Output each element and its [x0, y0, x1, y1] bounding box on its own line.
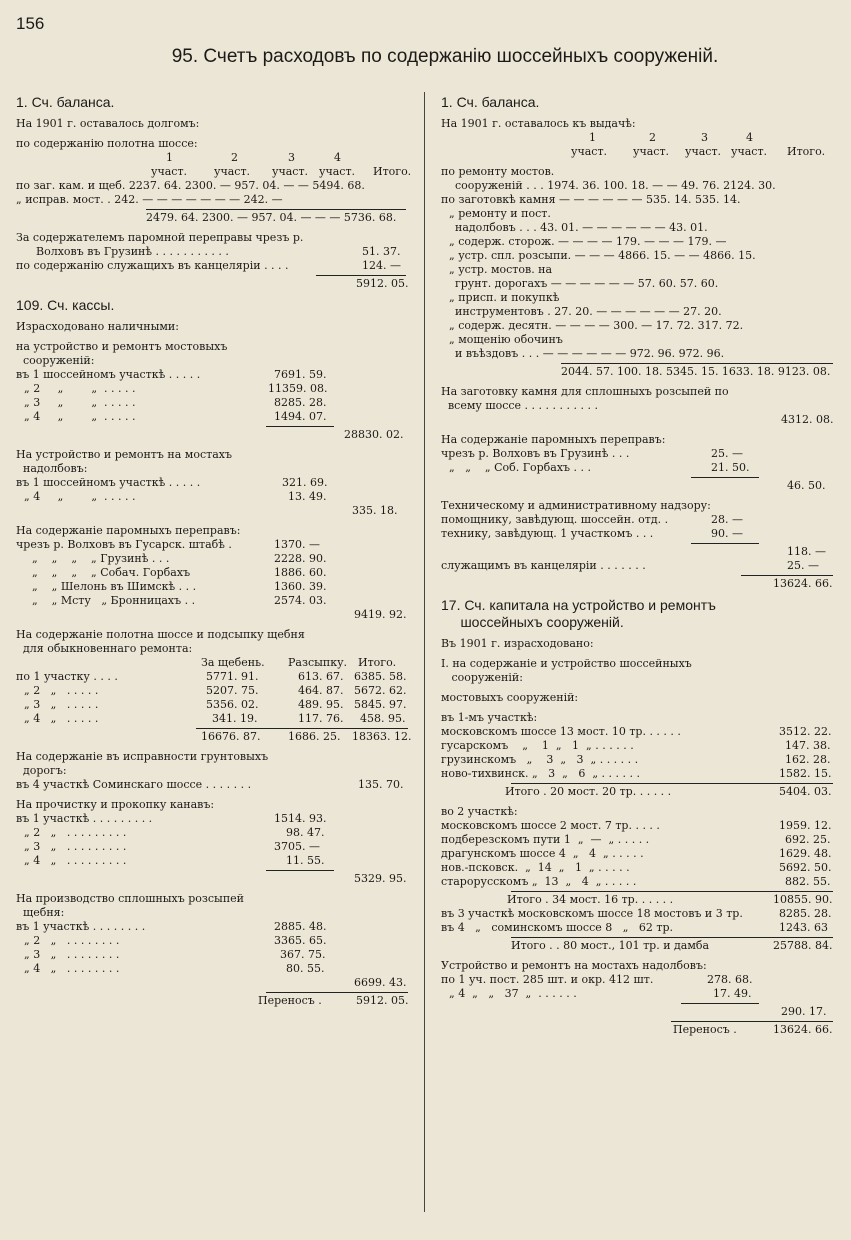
- text-line: На содержаніе въ исправности грунтовыхъ дорогъ:: [16, 750, 269, 777]
- ledger-cell: Разсыпку.: [288, 656, 348, 669]
- text-line: На 1901 г. оставалось долгомъ:: [16, 117, 200, 130]
- ledger-cell: 135. 70.: [358, 778, 404, 791]
- ledger-cell: 5404. 03.: [779, 785, 832, 798]
- text-line: Техническому и административному надзору:: [441, 499, 711, 512]
- text-line: на устройство и ремонтъ мостовыхъ сооруженій:: [16, 340, 228, 367]
- sum-rule: [316, 275, 406, 276]
- text-line: Въ 1901 г. израсходовано:: [441, 637, 594, 650]
- ledger-cell: 25. —: [711, 447, 743, 460]
- ledger-cell: старорусскомъ „ 13 „ 4 „ . . . . .: [441, 875, 637, 888]
- ledger-cell: драгунскомъ шоссе 4 „ 4 „ . . . . .: [441, 847, 644, 860]
- ledger-row: [16, 670, 408, 684]
- ledger-cell: 9419. 92.: [354, 608, 407, 621]
- ledger-cell: 613. 67.: [298, 670, 344, 683]
- sum-rule: [266, 426, 334, 427]
- ledger-cell: грунт. дорогахъ — — — — — — 57. 60. 57. 60.: [455, 277, 719, 290]
- ledger-cell: 124. —: [362, 259, 401, 272]
- ledger-row: [16, 594, 408, 608]
- ledger-cell: За щебень.: [201, 656, 265, 669]
- ledger-cell: Переносъ .: [673, 1023, 737, 1036]
- ledger-cell: 1494. 07.: [274, 410, 327, 423]
- ledger-cell: участ.: [272, 165, 309, 178]
- ledger-cell: участ.: [151, 165, 188, 178]
- ledger-cell: 3365. 65.: [274, 934, 327, 947]
- sum-rule: [511, 937, 833, 938]
- ledger-cell: 882. 55.: [785, 875, 831, 888]
- text-line: по ремонту мостов.: [441, 165, 555, 178]
- ledger-row: [441, 921, 833, 935]
- ledger-row: [16, 259, 408, 273]
- text-line: На содержаніе полотна шоссе и подсыпку щебня для обыкновеннаго ремонта:: [16, 628, 305, 655]
- ledger-row: [16, 656, 408, 670]
- ledger-cell: „ 2 „ . . . . .: [24, 684, 99, 697]
- ledger-cell: участ.: [731, 145, 768, 158]
- ledger-cell: 11. 55.: [286, 854, 325, 867]
- ledger-row: [16, 504, 408, 518]
- ledger-cell: 28. —: [711, 513, 743, 526]
- ledger-row: [441, 987, 833, 1001]
- ledger-cell: „ устр. мостов. на: [449, 263, 553, 276]
- ledger-cell: 1: [166, 151, 173, 164]
- ledger-cell: 3: [701, 131, 708, 144]
- ledger-row: [441, 263, 833, 277]
- ledger-cell: 4: [746, 131, 753, 144]
- sum-rule: [511, 891, 833, 892]
- ledger-cell: нов.-псковск. „ 14 „ 1 „ . . . . .: [441, 861, 630, 874]
- ledger-cell: 98. 47.: [286, 826, 325, 839]
- page-title: 95. Счетъ расходовъ по содержанію шоссейныхъ сооруженій.: [171, 46, 719, 67]
- text-line: во 2 участкѣ:: [441, 805, 518, 818]
- sum-rule: [561, 363, 833, 364]
- ledger-row: [16, 934, 408, 948]
- ledger-cell: 1370. —: [274, 538, 320, 551]
- text-line: На устройство и ремонтъ на мостахъ надолбовъ:: [16, 448, 232, 475]
- ledger-row: [16, 368, 408, 382]
- ledger-row: [16, 179, 408, 193]
- ledger-cell: 80. 55.: [286, 962, 325, 975]
- ledger-cell: 21. 50.: [711, 461, 750, 474]
- ledger-row: [16, 962, 408, 976]
- ledger-row: [16, 854, 408, 868]
- ledger-row: [16, 382, 408, 396]
- ledger-cell: „ 4 „ . . . . .: [24, 712, 99, 725]
- ledger-cell: 5356. 02.: [206, 698, 259, 711]
- right-column: [441, 88, 833, 1037]
- section-heading: 17. Сч. капитала на устройство и ремонтъ шоссейныхъ сооруженій.: [441, 597, 716, 630]
- ledger-cell: 6385. 58.: [354, 670, 407, 683]
- ledger-cell: по 1 уч. пост. 285 шт. и окр. 412 шт.: [441, 973, 654, 986]
- sum-rule: [266, 870, 334, 871]
- ledger-row: [441, 907, 833, 921]
- ledger-row: [441, 319, 833, 333]
- ledger-cell: „ содерж. сторож. — — — — 179. — — — 179. —: [449, 235, 727, 248]
- ledger-cell: по заг. кам. и щеб. 2237. 64. 2300. — 957. 04. — — 5494. 68.: [16, 179, 365, 192]
- ledger-row: [441, 461, 833, 475]
- ledger-cell: „ „ Шелонь въ Шимскѣ . . .: [32, 580, 197, 593]
- ledger-cell: 2: [231, 151, 238, 164]
- ledger-row: [441, 819, 833, 833]
- ledger-row: [16, 994, 408, 1008]
- ledger-row: [16, 948, 408, 962]
- ledger-cell: по заготовкѣ камня — — — — — — 535. 14. 535. 14.: [441, 193, 741, 206]
- ledger-row: [441, 249, 833, 263]
- ledger-cell: 4: [334, 151, 341, 164]
- ledger-row: [441, 847, 833, 861]
- ledger-row: [441, 875, 833, 889]
- page-number: 156: [16, 14, 45, 33]
- text-line: I. на содержаніе и устройство шоссейныхъ сооруженій:: [441, 657, 692, 684]
- column-divider: [424, 92, 425, 1212]
- ledger-row: [16, 396, 408, 410]
- ledger-row: [441, 221, 833, 235]
- ledger-cell: московскомъ шоссе 13 мост. 10 тр. . . . . .: [441, 725, 681, 738]
- section-heading: 109. Сч. кассы.: [16, 297, 115, 313]
- sum-rule: [266, 992, 408, 993]
- text-line: За содержателемъ паромной переправы чрезъ р.: [16, 231, 304, 244]
- ledger-cell: 692. 25.: [785, 833, 831, 846]
- ledger-row: [16, 538, 408, 552]
- ledger-cell: Итого . . 80 мост., 101 тр. и дамба: [511, 939, 710, 952]
- ledger-row: [441, 785, 833, 799]
- ledger-row: [16, 698, 408, 712]
- ledger-cell: участ.: [214, 165, 251, 178]
- ledger-row: [16, 490, 408, 504]
- ledger-cell: въ 1 шоссейномъ участкѣ . . . . .: [16, 368, 201, 381]
- ledger-row: [16, 151, 408, 165]
- ledger-cell: 13. 49.: [288, 490, 327, 503]
- ledger-cell: 25. —: [787, 559, 819, 572]
- ledger-row: [441, 131, 833, 145]
- ledger-cell: Итого . 20 мост. 20 тр. . . . . .: [505, 785, 672, 798]
- text-line: по содержанію полотна шоссе:: [16, 137, 198, 150]
- ledger-row: [441, 447, 833, 461]
- ledger-cell: „ „ „ Соб. Горбахъ . . .: [449, 461, 592, 474]
- ledger-row: [16, 476, 408, 490]
- ledger-row: [16, 684, 408, 698]
- ledger-cell: въ 1 участкѣ . . . . . . . .: [16, 920, 146, 933]
- ledger-cell: 2479. 64. 2300. — 957. 04. — — — 5736. 68.: [146, 211, 397, 224]
- ledger-row: [441, 413, 833, 427]
- ledger-row: [441, 939, 833, 953]
- ledger-cell: технику, завѣдующ. 1 участкомъ . . .: [441, 527, 654, 540]
- ledger-cell: 2228. 90.: [274, 552, 327, 565]
- ledger-cell: 2: [649, 131, 656, 144]
- ledger-cell: въ 4 „ соминскомъ шоссе 8 „ 62 тр.: [441, 921, 674, 934]
- ledger-cell: участ.: [319, 165, 356, 178]
- ledger-cell: въ 4 участкѣ Соминскаго шоссе . . . . . . .: [16, 778, 252, 791]
- ledger-row: [16, 920, 408, 934]
- ledger-cell: „ 2 „ . . . . . . . . .: [24, 826, 127, 839]
- text-line: На прочистку и прокопку канавъ:: [16, 798, 215, 811]
- left-column: [16, 88, 412, 1008]
- ledger-cell: въ 3 участкѣ московскомъ шоссе 18 мостовъ и 3 тр.: [441, 907, 743, 920]
- ledger-cell: московскомъ шоссе 2 мост. 7 тр. . . . .: [441, 819, 660, 832]
- ledger-cell: 5845. 97.: [354, 698, 407, 711]
- ledger-row: [441, 545, 833, 559]
- ledger-row: [16, 410, 408, 424]
- ledger-cell: Волховъ въ Грузинѣ . . . . . . . . . . .: [36, 245, 229, 258]
- ledger-row: [16, 277, 408, 291]
- ledger-cell: „ 4 „ „ 37 „ . . . . . .: [449, 987, 577, 1000]
- text-line: въ 1-мъ участкѣ:: [441, 711, 538, 724]
- ledger-cell: „ содерж. десятн. — — — — 300. — 17. 72. 317. 72.: [449, 319, 744, 332]
- ledger-row: [16, 428, 408, 442]
- ledger-cell: „ 4 „ „ . . . . .: [24, 410, 136, 423]
- ledger-row: [441, 1005, 833, 1019]
- ledger-cell: по 1 участку . . . .: [16, 670, 118, 683]
- ledger-cell: 2885. 48.: [274, 920, 327, 933]
- ledger-cell: 290. 17.: [781, 1005, 827, 1018]
- ledger-cell: 5692. 50.: [779, 861, 832, 874]
- ledger-cell: 51. 37.: [362, 245, 401, 258]
- ledger-cell: по содержанію служащихъ въ канцеляріи . . . .: [16, 259, 289, 272]
- ledger-cell: 25788. 84.: [773, 939, 833, 952]
- ledger-cell: 367. 75.: [280, 948, 326, 961]
- ledger-cell: 18363. 12.: [352, 730, 412, 743]
- ledger-cell: „ устр. спл. розсыпи. — — — 4866. 15. — — 4866. 15.: [449, 249, 756, 262]
- ledger-cell: 3: [288, 151, 295, 164]
- text-line: На 1901 г. оставалось къ выдачѣ:: [441, 117, 636, 130]
- ledger-row: [441, 725, 833, 739]
- ledger-cell: участ.: [571, 145, 608, 158]
- ledger-cell: Переносъ .: [258, 994, 322, 1007]
- ledger-row: [441, 893, 833, 907]
- ledger-cell: служащимъ въ канцеляріи . . . . . . .: [441, 559, 646, 572]
- ledger-cell: „ мощенію обочинъ: [449, 333, 563, 346]
- ledger-cell: 4312. 08.: [781, 413, 834, 426]
- ledger-cell: 278. 68.: [707, 973, 753, 986]
- ledger-row: [16, 872, 408, 886]
- ledger-cell: 341. 19.: [212, 712, 258, 725]
- ledger-cell: Итого.: [373, 165, 412, 178]
- ledger-cell: 321. 69.: [282, 476, 328, 489]
- ledger-cell: участ.: [633, 145, 670, 158]
- ledger-cell: 5672. 62.: [354, 684, 407, 697]
- ledger-row: [441, 739, 833, 753]
- text-line: На содержаніе паромныхъ переправъ:: [441, 433, 666, 446]
- text-line: мостовыхъ сооруженій:: [441, 691, 579, 704]
- ledger-cell: 5771. 91.: [206, 670, 259, 683]
- ledger-cell: 1360. 39.: [274, 580, 327, 593]
- sum-rule: [741, 575, 833, 576]
- ledger-cell: „ „ „ „ Грузинѣ . . .: [32, 552, 170, 565]
- ledger-cell: 2574. 03.: [274, 594, 327, 607]
- ledger-cell: 5329. 95.: [354, 872, 407, 885]
- ledger-cell: 118. —: [787, 545, 826, 558]
- ledger-cell: „ „ „ „ Собач. Горбахъ: [32, 566, 191, 579]
- ledger-cell: „ 3 „ . . . . . . . . .: [24, 840, 127, 853]
- ledger-cell: Итого.: [358, 656, 397, 669]
- ledger-cell: „ 4 „ . . . . . . . .: [24, 962, 120, 975]
- ledger-cell: въ 1 шоссейномъ участкѣ . . . . .: [16, 476, 201, 489]
- ledger-row: [441, 333, 833, 347]
- ledger-row: [441, 527, 833, 541]
- ledger-cell: „ ремонту и пост.: [449, 207, 551, 220]
- ledger-row: [441, 479, 833, 493]
- ledger-row: [16, 812, 408, 826]
- text-line: На производство сплошныхъ розсыпей щебня:: [16, 892, 244, 919]
- ledger-row: [441, 347, 833, 361]
- ledger-cell: подберезскомъ пути 1 „ — „ . . . . .: [441, 833, 650, 846]
- ledger-row: [441, 753, 833, 767]
- ledger-row: [441, 513, 833, 527]
- ledger-cell: 117. 76.: [298, 712, 344, 725]
- ledger-row: [441, 193, 833, 207]
- ledger-row: [16, 712, 408, 726]
- ledger-cell: Итого . 34 мост. 16 тр. . . . . .: [507, 893, 674, 906]
- ledger-row: [441, 973, 833, 987]
- sum-rule: [681, 1003, 759, 1004]
- ledger-cell: 1514. 93.: [274, 812, 327, 825]
- ledger-cell: чрезъ р. Волховъ въ Гусарск. штабѣ .: [16, 538, 232, 551]
- ledger-row: [441, 577, 833, 591]
- ledger-cell: 162. 28.: [785, 753, 831, 766]
- ledger-cell: „ „ Мсту „ Бронницахъ . .: [32, 594, 196, 607]
- ledger-cell: 8285. 28.: [779, 907, 832, 920]
- ledger-cell: грузинскомъ „ 3 „ 3 „ . . . . . .: [441, 753, 639, 766]
- ledger-cell: 3705. —: [274, 840, 320, 853]
- ledger-row: [441, 145, 833, 159]
- ledger-cell: 28830. 02.: [344, 428, 404, 441]
- sum-rule: [691, 477, 759, 478]
- ledger-cell: 13624. 66.: [773, 577, 833, 590]
- ledger-cell: чрезъ р. Волховъ въ Грузинѣ . . .: [441, 447, 630, 460]
- ledger-cell: участ.: [685, 145, 722, 158]
- ledger-cell: 464. 87.: [298, 684, 344, 697]
- ledger-cell: 147. 38.: [785, 739, 831, 752]
- ledger-row: [16, 976, 408, 990]
- ledger-cell: 5912. 05.: [356, 994, 409, 1007]
- ledger-cell: 1959. 12.: [779, 819, 832, 832]
- ledger-row: [16, 608, 408, 622]
- ledger-row: [16, 552, 408, 566]
- ledger-row: [441, 235, 833, 249]
- ledger-cell: 11359. 08.: [268, 382, 328, 395]
- ledger-cell: 1629. 48.: [779, 847, 832, 860]
- ledger-cell: 6699. 43.: [354, 976, 407, 989]
- ledger-row: [16, 211, 408, 225]
- ledger-cell: „ 4 „ . . . . . . . . .: [24, 854, 127, 867]
- ledger-cell: 335. 18.: [352, 504, 398, 517]
- ledger-cell: 1: [589, 131, 596, 144]
- ledger-row: [16, 826, 408, 840]
- section-heading: 1. Сч. баланса.: [441, 94, 540, 110]
- ledger-cell: помощнику, завѣдующ. шоссейн. отд. .: [441, 513, 669, 526]
- ledger-cell: „ 4 „ „ . . . . .: [24, 490, 136, 503]
- sum-rule: [691, 543, 759, 544]
- ledger-row: [441, 767, 833, 781]
- ledger-row: [16, 730, 412, 744]
- ledger-row: [16, 245, 408, 259]
- section-heading: 1. Сч. баланса.: [16, 94, 115, 110]
- ledger-cell: 1886. 60.: [274, 566, 327, 579]
- ledger-cell: ново-тихвинск. „ 3 „ 6 „ . . . . . .: [441, 767, 641, 780]
- ledger-row: [16, 580, 408, 594]
- ledger-cell: 2044. 57. 100. 18. 5345. 15. 1633. 18. 9123. 08.: [561, 365, 831, 378]
- ledger-row: [441, 833, 833, 847]
- ledger-row: [16, 840, 408, 854]
- ledger-cell: 16676. 87.: [201, 730, 261, 743]
- ledger-cell: „ 3 „ . . . . .: [24, 698, 99, 711]
- ledger-cell: 90. —: [711, 527, 743, 540]
- ledger-row: [441, 207, 833, 221]
- ledger-cell: 1686. 25.: [288, 730, 341, 743]
- ledger-cell: „ 3 „ „ . . . . .: [24, 396, 136, 409]
- ledger-row: [441, 291, 833, 305]
- text-line: На заготовку камня для сплошныхъ розсыпей по всему шоссе . . . . . . . . . . .: [441, 385, 729, 412]
- ledger-cell: 1582. 15.: [779, 767, 832, 780]
- sum-rule: [196, 728, 408, 729]
- ledger-cell: 5912. 05.: [356, 277, 409, 290]
- ledger-cell: 10855. 90.: [773, 893, 833, 906]
- ledger-row: [16, 778, 408, 792]
- ledger-cell: 1243. 63: [779, 921, 828, 934]
- ledger-cell: 7691. 59.: [274, 368, 327, 381]
- ledger-cell: инструментовъ . 27. 20. — — — — — — 27. 20.: [455, 305, 722, 318]
- ledger-cell: 17. 49.: [713, 987, 752, 1000]
- ledger-cell: 489. 95.: [298, 698, 344, 711]
- ledger-row: [441, 559, 833, 573]
- ledger-row: [16, 566, 408, 580]
- ledger-row: [16, 193, 408, 207]
- ledger-cell: „ исправ. мост. . 242. — — — — — — — 242. —: [16, 193, 283, 206]
- ledger-row: [16, 165, 412, 179]
- ledger-row: [441, 179, 833, 193]
- ledger-cell: 3512. 22.: [779, 725, 832, 738]
- ledger-cell: 46. 50.: [787, 479, 826, 492]
- ledger-cell: „ 2 „ „ . . . . .: [24, 382, 136, 395]
- sum-rule: [146, 209, 406, 210]
- ledger-cell: и въѣздовъ . . . — — — — — — 972. 96. 972. 96.: [455, 347, 725, 360]
- text-line: На содержаніе паромныхъ переправъ:: [16, 524, 241, 537]
- text-line: Израсходовано наличными:: [16, 320, 179, 333]
- ledger-cell: „ 3 „ . . . . . . . .: [24, 948, 120, 961]
- sum-rule: [671, 1021, 833, 1022]
- ledger-cell: сооруженій . . . 1974. 36. 100. 18. — — 49. 76. 2124. 30.: [455, 179, 776, 192]
- ledger-cell: 8285. 28.: [274, 396, 327, 409]
- ledger-row: [441, 861, 833, 875]
- text-line: Устройство и ремонтъ на мостахъ надолбовъ:: [441, 959, 707, 972]
- ledger-row: [441, 1023, 833, 1037]
- ledger-row: [441, 277, 833, 291]
- ledger-cell: гусарскомъ „ 1 „ 1 „ . . . . . .: [441, 739, 634, 752]
- ledger-cell: 13624. 66.: [773, 1023, 833, 1036]
- ledger-cell: Итого.: [787, 145, 826, 158]
- ledger-cell: „ присп. и покупкѣ: [449, 291, 560, 304]
- ledger-cell: „ 2 „ . . . . . . . .: [24, 934, 120, 947]
- ledger-cell: въ 1 участкѣ . . . . . . . . .: [16, 812, 153, 825]
- ledger-cell: надолбовъ . . . 43. 01. — — — — — — 43. 01.: [455, 221, 708, 234]
- ledger-row: [441, 305, 833, 319]
- ledger-cell: 5207. 75.: [206, 684, 259, 697]
- sum-rule: [511, 783, 833, 784]
- ledger-cell: 458. 95.: [360, 712, 406, 725]
- ledger-row: [441, 365, 833, 379]
